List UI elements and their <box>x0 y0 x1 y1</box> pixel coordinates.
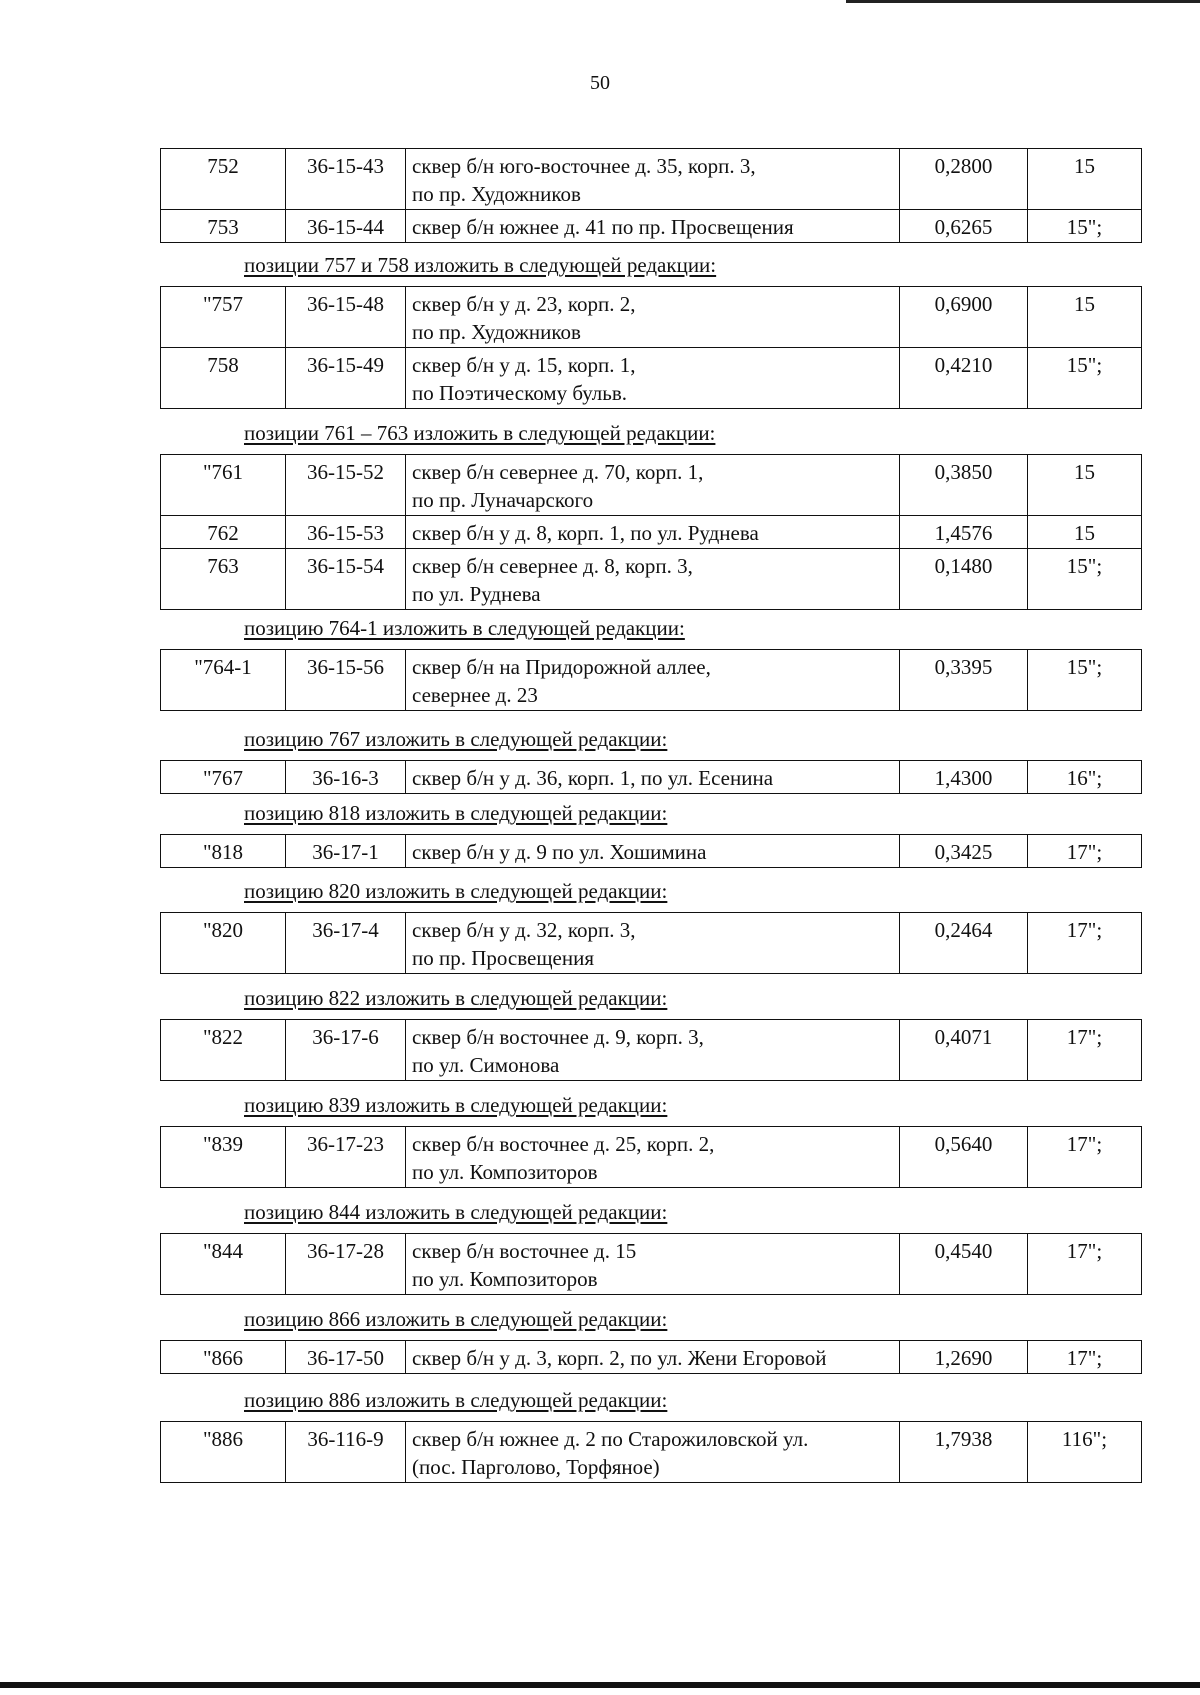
position-number-cell: 752 <box>161 149 286 210</box>
address-cell <box>406 348 900 409</box>
object-code-cell: 36-15-44 <box>286 210 406 243</box>
object-code-cell: 36-15-56 <box>286 650 406 711</box>
amendment-instruction: позицию 822 изложить в следующей редакции: <box>244 986 668 1010</box>
address-cell <box>406 1422 900 1483</box>
table-row <box>161 835 1142 868</box>
address-cell <box>406 455 900 516</box>
amendment-section <box>160 986 1142 1081</box>
area-cell: 0,3425 <box>900 835 1028 868</box>
object-code-cell: 36-17-6 <box>286 1020 406 1081</box>
registry-table <box>160 1126 1142 1188</box>
registry-table <box>160 1421 1142 1483</box>
table-row <box>161 1127 1142 1188</box>
area-cell: 0,5640 <box>900 1127 1028 1188</box>
area-cell: 0,4071 <box>900 1020 1028 1081</box>
object-code-cell: 36-116-9 <box>286 1422 406 1483</box>
object-code-cell: 36-15-49 <box>286 348 406 409</box>
area-cell: 1,2690 <box>900 1341 1028 1374</box>
amendment-section <box>160 148 1142 243</box>
address-line: сквер б/н юго-восточнее д. 35, корп. 3, <box>412 154 756 178</box>
registry-table <box>160 912 1142 974</box>
table-row <box>161 516 1142 549</box>
position-number-cell: "822 <box>161 1020 286 1081</box>
registry-table <box>160 454 1142 610</box>
address-line: по ул. Симонова <box>412 1053 560 1077</box>
zone-cell: 15"; <box>1028 549 1142 610</box>
area-cell: 1,4300 <box>900 761 1028 794</box>
area-cell: 1,7938 <box>900 1422 1028 1483</box>
table-row <box>161 210 1142 243</box>
address-cell <box>406 1234 900 1295</box>
zone-cell: 15"; <box>1028 210 1142 243</box>
address-cell <box>406 549 900 610</box>
amendment-section <box>160 1307 1142 1374</box>
address-cell <box>406 1341 900 1374</box>
address-cell <box>406 1127 900 1188</box>
amendment-instruction: позицию 866 изложить в следующей редакции: <box>244 1307 668 1331</box>
amendment-instruction: позиции 757 и 758 изложить в следующей редакции: <box>244 253 717 277</box>
amendment-instruction: позицию 818 изложить в следующей редакции: <box>244 801 668 825</box>
area-cell: 0,4210 <box>900 348 1028 409</box>
zone-cell: 116"; <box>1028 1422 1142 1483</box>
amendment-section <box>160 1388 1142 1483</box>
amendment-instruction: позицию 820 изложить в следующей редакции: <box>244 879 668 903</box>
bottom-rule <box>0 1682 1200 1688</box>
address-line: севернее д. 23 <box>412 683 538 707</box>
address-line: по пр. Луначарского <box>412 488 594 512</box>
address-line: сквер б/н у д. 15, корп. 1, <box>412 353 636 377</box>
zone-cell: 17"; <box>1028 1127 1142 1188</box>
amendment-instruction: позиции 761 – 763 изложить в следующей редакции: <box>244 421 716 445</box>
registry-table <box>160 834 1142 868</box>
zone-cell: 15 <box>1028 516 1142 549</box>
address-line: по пр. Художников <box>412 182 581 206</box>
zone-cell: 16"; <box>1028 761 1142 794</box>
registry-table <box>160 1340 1142 1374</box>
amendment-instruction: позицию 844 изложить в следующей редакции: <box>244 1200 668 1224</box>
table-row <box>161 1020 1142 1081</box>
zone-cell: 17"; <box>1028 913 1142 974</box>
object-code-cell: 36-17-4 <box>286 913 406 974</box>
address-line: по пр. Просвещения <box>412 946 594 970</box>
table-row <box>161 455 1142 516</box>
address-line: сквер б/н на Придорожной аллее, <box>412 655 711 679</box>
address-cell <box>406 761 900 794</box>
object-code-cell: 36-15-54 <box>286 549 406 610</box>
amendment-section <box>160 1093 1142 1188</box>
amendment-section <box>160 879 1142 974</box>
table-row <box>161 348 1142 409</box>
registry-table <box>160 760 1142 794</box>
position-number-cell: "866 <box>161 1341 286 1374</box>
amendment-section <box>160 1200 1142 1295</box>
registry-table <box>160 1233 1142 1295</box>
object-code-cell: 36-17-1 <box>286 835 406 868</box>
address-line: сквер б/н у д. 36, корп. 1, по ул. Есенина <box>412 766 774 790</box>
registry-table <box>160 1019 1142 1081</box>
object-code-cell: 36-16-3 <box>286 761 406 794</box>
address-line: по пр. Художников <box>412 320 581 344</box>
address-line: сквер б/н южнее д. 2 по Старожиловской ул. <box>412 1427 809 1451</box>
zone-cell: 15 <box>1028 149 1142 210</box>
table-row <box>161 1234 1142 1295</box>
address-line: по ул. Композиторов <box>412 1267 598 1291</box>
zone-cell: 17"; <box>1028 1020 1142 1081</box>
position-number-cell: "886 <box>161 1422 286 1483</box>
position-number-cell: "844 <box>161 1234 286 1295</box>
amendment-instruction: позицию 764-1 изложить в следующей редакции: <box>244 616 685 640</box>
object-code-cell: 36-15-43 <box>286 149 406 210</box>
table-row <box>161 650 1142 711</box>
position-number-cell: "757 <box>161 287 286 348</box>
zone-cell: 15"; <box>1028 650 1142 711</box>
area-cell: 0,6265 <box>900 210 1028 243</box>
address-line: сквер б/н у д. 32, корп. 3, <box>412 918 636 942</box>
zone-cell: 17"; <box>1028 835 1142 868</box>
amendment-section <box>160 727 1142 794</box>
zone-cell: 17"; <box>1028 1341 1142 1374</box>
address-cell <box>406 287 900 348</box>
area-cell: 0,3395 <box>900 650 1028 711</box>
zone-cell: 15"; <box>1028 348 1142 409</box>
area-cell: 0,6900 <box>900 287 1028 348</box>
registry-table <box>160 649 1142 711</box>
address-cell <box>406 835 900 868</box>
object-code-cell: 36-15-48 <box>286 287 406 348</box>
address-cell <box>406 149 900 210</box>
amendment-section <box>160 616 1142 711</box>
address-line: сквер б/н у д. 23, корп. 2, <box>412 292 636 316</box>
area-cell: 0,2464 <box>900 913 1028 974</box>
position-number-cell: "839 <box>161 1127 286 1188</box>
address-line: по ул. Руднева <box>412 582 541 606</box>
address-line: сквер б/н севернее д. 8, корп. 3, <box>412 554 693 578</box>
table-row <box>161 549 1142 610</box>
amendment-section <box>160 801 1142 868</box>
address-line: сквер б/н у д. 9 по ул. Хошимина <box>412 840 707 864</box>
position-number-cell: "764-1 <box>161 650 286 711</box>
area-cell: 1,4576 <box>900 516 1028 549</box>
address-line: сквер б/н восточнее д. 25, корп. 2, <box>412 1132 715 1156</box>
address-line: по ул. Композиторов <box>412 1160 598 1184</box>
zone-cell: 15 <box>1028 287 1142 348</box>
address-cell <box>406 516 900 549</box>
position-number-cell: "820 <box>161 913 286 974</box>
top-rule <box>846 0 1200 3</box>
zone-cell: 15 <box>1028 455 1142 516</box>
address-line: сквер б/н восточнее д. 15 <box>412 1239 637 1263</box>
address-line: по Поэтическому бульв. <box>412 381 628 405</box>
object-code-cell: 36-17-50 <box>286 1341 406 1374</box>
position-number-cell: 763 <box>161 549 286 610</box>
amendment-instruction: позицию 839 изложить в следующей редакции: <box>244 1093 668 1117</box>
address-cell <box>406 913 900 974</box>
address-cell <box>406 210 900 243</box>
zone-cell: 17"; <box>1028 1234 1142 1295</box>
position-number-cell: "818 <box>161 835 286 868</box>
object-code-cell: 36-17-23 <box>286 1127 406 1188</box>
table-row <box>161 913 1142 974</box>
amendment-section <box>160 253 1142 409</box>
position-number-cell: 762 <box>161 516 286 549</box>
position-number-cell: "767 <box>161 761 286 794</box>
position-number-cell: "761 <box>161 455 286 516</box>
table-row <box>161 761 1142 794</box>
address-cell <box>406 1020 900 1081</box>
amendment-instruction: позицию 767 изложить в следующей редакции: <box>244 727 668 751</box>
address-line: сквер б/н у д. 8, корп. 1, по ул. Руднева <box>412 521 759 545</box>
object-code-cell: 36-15-53 <box>286 516 406 549</box>
address-line: сквер б/н у д. 3, корп. 2, по ул. Жени Егоровой <box>412 1346 827 1370</box>
amendment-instruction: позицию 886 изложить в следующей редакции: <box>244 1388 668 1412</box>
table-row <box>161 149 1142 210</box>
object-code-cell: 36-17-28 <box>286 1234 406 1295</box>
address-line: сквер б/н южнее д. 41 по пр. Просвещения <box>412 215 794 239</box>
amendment-section <box>160 421 1142 610</box>
area-cell: 0,4540 <box>900 1234 1028 1295</box>
address-line: сквер б/н восточнее д. 9, корп. 3, <box>412 1025 704 1049</box>
table-row <box>161 1422 1142 1483</box>
position-number-cell: 753 <box>161 210 286 243</box>
area-cell: 0,2800 <box>900 149 1028 210</box>
table-row <box>161 1341 1142 1374</box>
address-line: сквер б/н севернее д. 70, корп. 1, <box>412 460 704 484</box>
registry-table <box>160 148 1142 243</box>
area-cell: 0,1480 <box>900 549 1028 610</box>
area-cell: 0,3850 <box>900 455 1028 516</box>
position-number-cell: 758 <box>161 348 286 409</box>
page-number: 50 <box>590 72 610 94</box>
object-code-cell: 36-15-52 <box>286 455 406 516</box>
table-row <box>161 287 1142 348</box>
registry-table <box>160 286 1142 409</box>
address-cell <box>406 650 900 711</box>
address-line: (пос. Парголово, Торфяное) <box>412 1455 660 1479</box>
